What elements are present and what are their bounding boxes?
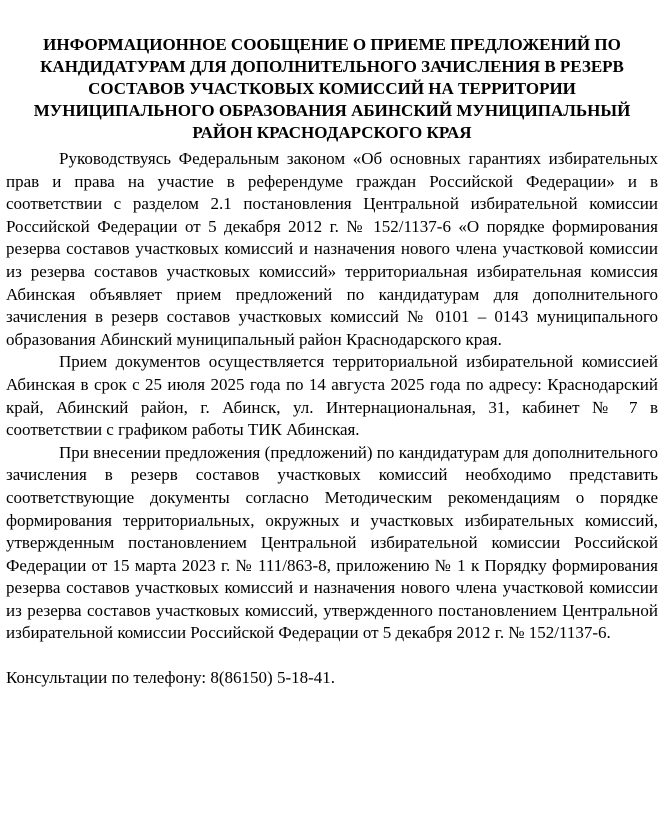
document-title: ИНФОРМАЦИОННОЕ СООБЩЕНИЕ О ПРИЕМЕ ПРЕДЛОЖЕНИЙ ПО КАНДИДАТУРАМ ДЛЯ ДОПОЛНИТЕЛЬНОГО ЗАЧИСЛЕНИЯ В РЕЗЕРВ СОСТАВОВ УЧАСТКОВЫХ КОМИССИЙ НА ТЕРРИТОРИИ МУНИЦИПАЛЬНОГО ОБРАЗОВАНИЯ АБИНСКИЙ МУНИЦИПАЛЬНЫЙ РАЙОН КРАСНОДАРСКОГО КРАЯ <box>33 35 631 142</box>
paragraph-submission-terms: Прием документов осуществляется территориальной избирательной комиссией Абинская в срок с 25 июля 2025 года по 14 августа 2025 года по адресу: Краснодарский край, Абинский район, г. Абинск, ул. Интернациональная, 31, кабинет № 7 в соответствии с графиком работы ТИК Абинская. <box>6 352 658 440</box>
paragraph-legal-basis: Руководствуясь Федеральным законом «Об основных гарантиях избирательных прав и права на участие в референдуме граждан Российской Федерации» и в соответствии с разделом 2.1 постановления Центральной избирательной комиссии Российской Федерации от 5 декабря 2012 г. № 152/1137-6 «О порядке формирования резерва составов участковых комиссий и назначения нового члена участковой комиссии из резерва составов участковых комиссий» территориальная избирательная комиссия Абинская объявляет прием предложений по кандидатурам для дополнительного зачисления в резерв составов участковых комиссий № 0101 – 0143 муниципального образования Абинский муниципальный район Краснодарского края. <box>6 149 658 349</box>
paragraph-required-documents: При внесении предложения (предложений) по кандидатурам для дополнительного зачисления в резерв составов участковых комиссий необходимо представить соответствующие документы согласно Методическим рекомендациям о порядке формирования территориальных, окружных и участковых избирательных комиссий, утвержденным постановлением Центральной избирательной комиссии Российской Федерации от 15 марта 2023 г. № 111/863-8, приложению № 1 к Порядку формирования резерва составов участковых комиссий и назначения нового члена участковой комиссии из резерва составов участковых комиссий, утвержденного постановлением Центральной избирательной комиссии Российской Федерации от 5 декабря 2012 г. № 152/1137-6. <box>6 442 658 643</box>
announcement-document <box>6 34 658 689</box>
consultation-phone: Консультации по телефону: 8(86150) 5-18-41. <box>6 668 336 688</box>
